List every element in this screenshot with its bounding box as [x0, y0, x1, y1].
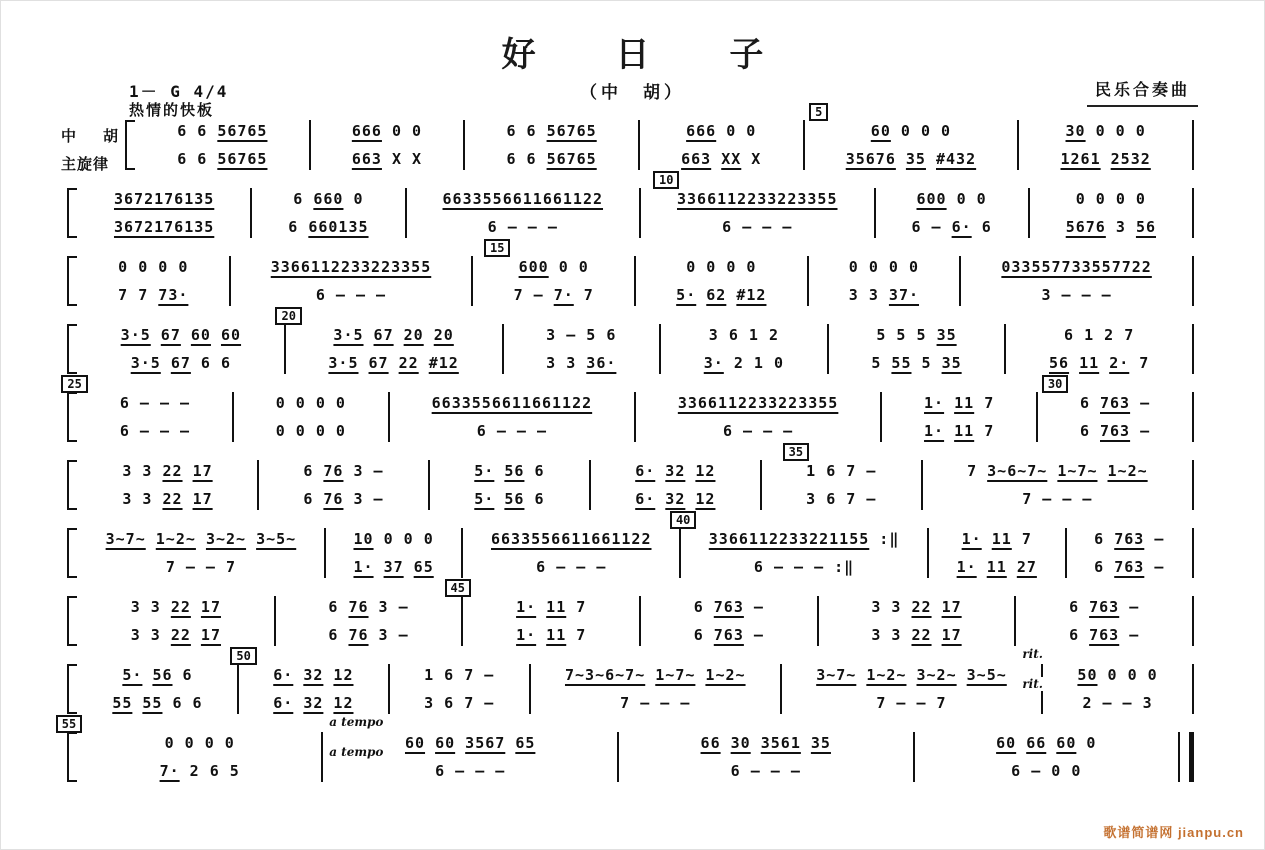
upper-voice-notation: 66 30 3561 35: [700, 734, 831, 752]
lower-voice-notation: 7 — — —: [1022, 490, 1093, 508]
upper-voice-notation: 6633556611661122: [442, 190, 604, 208]
measure-row: [67, 185, 1194, 241]
measure: [390, 661, 529, 717]
lower-voice-notation: 3 3 22 17: [871, 626, 962, 644]
measure-row: [125, 117, 1194, 173]
lower-voice-notation: 3 3 36·: [546, 354, 617, 372]
measure: [1043, 661, 1192, 717]
measure: [1006, 321, 1192, 377]
measure-number-box: 10: [653, 171, 679, 189]
upper-voice-notation: 3~7~ 1~2~ 3~2~ 3~5~: [105, 530, 297, 548]
page-subtitle: （中 胡）: [580, 83, 685, 102]
lower-voice-notation: 3 3 37·: [848, 286, 920, 304]
barline: [1192, 256, 1194, 306]
upper-voice-notation: 3 3 22 17: [122, 462, 213, 480]
upper-voice-notation: 6633556611661122: [431, 394, 593, 412]
upper-voice-notation: 1· 11 7: [961, 530, 1032, 548]
lower-voice-notation: 6 — — —: [476, 422, 548, 440]
measure: [915, 729, 1178, 785]
lower-voice-notation: 6 — — —: [119, 422, 191, 440]
upper-voice-notation: 6 763 —: [1079, 394, 1151, 412]
measure: [681, 525, 927, 581]
measure: [640, 117, 803, 173]
lower-voice-notation: 663 X X: [351, 150, 423, 168]
upper-voice-notation: 6 6 56765: [506, 122, 597, 140]
measure-number-box: 55: [56, 715, 82, 733]
upper-voice-notation: 60 60 3567 65: [404, 734, 536, 752]
measure: [276, 593, 462, 649]
barline: [1192, 596, 1194, 646]
upper-voice-notation: 3366112233223355: [677, 394, 839, 412]
upper-voice-notation: 3366112233223355: [677, 190, 838, 208]
upper-voice-notation: 666 0 0: [686, 122, 757, 140]
upper-voice-notation: 0 0 0 0: [848, 258, 920, 276]
barline: [1192, 324, 1194, 374]
lower-voice-notation: 5 55 5 35: [871, 354, 962, 372]
lower-voice-notation: 6 — 6· 6: [911, 218, 992, 236]
measure: [636, 389, 880, 445]
measure-row: [67, 525, 1194, 581]
lower-voice-notation: 3 6 7 —: [806, 490, 877, 508]
measure: [809, 253, 960, 309]
upper-voice-notation: 1 6 7 —: [806, 462, 877, 480]
key-signature: 1－ G 4/4: [129, 82, 229, 101]
lower-voice-notation: 3 — — —: [1041, 286, 1112, 304]
upper-voice-notation: 60 66 60 0: [996, 734, 1097, 752]
lower-voice-notation: 3 6 7 —: [424, 694, 495, 712]
measure: [259, 457, 428, 513]
tempo-marking: 热情的快板: [129, 102, 215, 119]
measure-number-box: 45: [445, 579, 471, 597]
measure: [311, 117, 464, 173]
measure-row: [67, 253, 1194, 309]
upper-voice-notation: 6· 32 12: [635, 462, 716, 480]
measure: [1067, 525, 1192, 581]
measure-row: [67, 593, 1194, 649]
lower-voice-notation: 5· 62 #12: [676, 286, 767, 304]
lower-voice-notation: 7· 2 6 5: [159, 762, 240, 780]
system-4: [67, 309, 1194, 377]
system-7: [67, 513, 1194, 581]
measure-number-box: 5: [809, 103, 828, 121]
upper-voice-notation: 5· 56 6: [122, 666, 193, 684]
lower-voice-notation: 6 76 3 —: [328, 626, 409, 644]
upper-voice-notation: 3 3 22 17: [130, 598, 221, 616]
measure: [1019, 117, 1192, 173]
upper-voice-notation: 3366112233223355: [270, 258, 432, 276]
measure: [531, 661, 780, 717]
upper-voice-notation: 5 5 5 35: [876, 326, 957, 344]
system-3: [67, 241, 1194, 309]
measure: [819, 593, 1015, 649]
upper-voice-notation: 6· 32 12: [273, 666, 354, 684]
tempo-annotation: a tempo: [326, 715, 386, 729]
upper-voice-notation: 0 0 0 0: [118, 258, 189, 276]
measure: [78, 321, 284, 377]
upper-voice-notation: 50 0 0 0: [1077, 666, 1158, 684]
lower-voice-notation: 663 XX X: [681, 150, 762, 168]
measure: [1030, 185, 1192, 241]
upper-voice-notation: 6 76 3 —: [303, 462, 384, 480]
upper-voice-notation: 10 0 0 0: [353, 530, 434, 548]
measure-row: [67, 729, 1194, 785]
lower-voice-notation: 3 3 22 17: [122, 490, 213, 508]
barline: [1178, 732, 1194, 782]
upper-voice-notation: 0 0 0 0: [686, 258, 757, 276]
measure: [762, 457, 921, 513]
measure: [961, 253, 1192, 309]
measure: [619, 729, 913, 785]
measure: [636, 253, 807, 309]
lower-voice-notation: 35676 35 #432: [845, 150, 977, 168]
tempo-annotation: rit.: [1019, 647, 1046, 661]
measure-number-box: 20: [275, 307, 301, 325]
lower-voice-notation: 6 6 56765: [177, 150, 268, 168]
measure: [473, 253, 634, 309]
upper-voice-notation: 6 763 —: [693, 598, 764, 616]
measure: [78, 729, 321, 785]
measure: [465, 117, 638, 173]
measure: [504, 321, 660, 377]
measure: [78, 457, 257, 513]
upper-voice-notation: 60 0 0 0: [870, 122, 952, 140]
upper-voice-notation: 033557733557722: [1001, 258, 1152, 276]
measure: [78, 389, 232, 445]
system-6: [67, 445, 1194, 513]
lower-voice-notation: 1· 37 65: [353, 558, 434, 576]
upper-voice-notation: 6 763 —: [1069, 598, 1140, 616]
measure: [876, 185, 1028, 241]
part-label-main-melody: 主旋律: [61, 156, 110, 173]
barline: [1192, 188, 1194, 238]
measure-row: [67, 457, 1194, 513]
upper-voice-notation: 30 0 0 0: [1065, 122, 1146, 140]
measure-number-box: 50: [230, 647, 256, 665]
barline: [1192, 460, 1194, 510]
lower-voice-notation: 7 7 73·: [118, 286, 189, 304]
barline: [1192, 392, 1194, 442]
system-5: [67, 377, 1194, 445]
measure: [463, 593, 639, 649]
system-9: [67, 647, 1194, 717]
upper-voice-notation: 6633556611661122: [491, 530, 652, 548]
upper-voice-notation: 1 6 7 —: [424, 666, 495, 684]
measure: [1038, 389, 1192, 445]
measure: [829, 321, 1005, 377]
measure: [929, 525, 1065, 581]
measure: [78, 253, 229, 309]
upper-voice-notation: 6 6 56765: [177, 122, 268, 140]
lower-voice-notation: 6 660135: [288, 218, 369, 236]
measure: [78, 661, 237, 717]
upper-voice-notation: 7 3~6~7~ 1~7~ 1~2~: [967, 462, 1148, 480]
lower-voice-notation: 55 55 6 6: [112, 694, 203, 712]
measure: [641, 185, 873, 241]
upper-voice-notation: 6 763 —: [1094, 530, 1165, 548]
lower-voice-notation: 56 11 2· 7: [1049, 354, 1150, 372]
measure-row: [67, 389, 1194, 445]
lower-voice-notation: 1· 11 27: [956, 558, 1037, 576]
lower-voice-notation: 6 — — —: [315, 286, 387, 304]
upper-voice-notation: 5· 56 6: [474, 462, 545, 480]
lower-voice-notation: 6 — — —: [722, 218, 793, 236]
measure: [805, 117, 1018, 173]
upper-voice-notation: 6 660 0: [293, 190, 364, 208]
lower-voice-notation: 6· 32 12: [635, 490, 716, 508]
upper-voice-notation: 3 6 1 2: [708, 326, 779, 344]
lower-voice-notation: 1· 11 7: [924, 422, 995, 440]
lower-voice-notation: 1261 2532: [1060, 150, 1151, 168]
measure: [78, 525, 324, 581]
measure: [1016, 593, 1192, 649]
measure: [239, 661, 388, 717]
upper-voice-notation: 600 0 0: [518, 258, 589, 276]
lower-voice-notation: 6 — — — :‖: [753, 558, 855, 576]
measure: [252, 185, 404, 241]
measure: [591, 457, 760, 513]
measure: [136, 117, 309, 173]
system-8: [67, 581, 1194, 649]
page-title: 好 日 子: [501, 35, 798, 75]
lower-voice-notation: 6 763 —: [1094, 558, 1165, 576]
lower-voice-notation: 6 763 —: [693, 626, 764, 644]
measure: [463, 525, 679, 581]
upper-voice-notation: 7~3~6~7~ 1~7~ 1~2~: [564, 666, 746, 684]
measure: [390, 389, 634, 445]
measure: [882, 389, 1036, 445]
lower-voice-notation: 7 — — 7: [876, 694, 947, 712]
measure: [326, 525, 462, 581]
measure: [430, 457, 589, 513]
lower-voice-notation: 6 — 0 0: [1011, 762, 1082, 780]
upper-voice-notation: 666 0 0: [351, 122, 423, 140]
upper-voice-notation: 0 0 0 0: [164, 734, 235, 752]
upper-voice-notation: 6 — — —: [119, 394, 191, 412]
upper-voice-notation: 6 1 2 7: [1064, 326, 1135, 344]
lower-voice-notation: 6 76 3 —: [303, 490, 384, 508]
lower-voice-notation: 6 — — —: [730, 762, 801, 780]
measure-number-box: 25: [61, 375, 87, 393]
upper-voice-notation: 3672176135: [113, 190, 215, 208]
lower-voice-notation: 6· 32 12: [273, 694, 354, 712]
upper-voice-notation: 0 0 0 0: [275, 394, 346, 412]
upper-voice-notation: 1· 11 7: [924, 394, 995, 412]
lower-voice-notation: 7 — 7· 7: [513, 286, 594, 304]
measure: [286, 321, 502, 377]
upper-voice-notation: 3366112233221155 :‖: [708, 530, 900, 548]
lower-voice-notation: 1· 11 7: [516, 626, 587, 644]
measure: [78, 185, 250, 241]
lower-voice-notation: 6 763 —: [1069, 626, 1140, 644]
lower-voice-notation: 3· 2 1 0: [703, 354, 784, 372]
upper-voice-notation: 3·5 67 20 20: [333, 326, 454, 344]
barline: [1192, 664, 1194, 714]
measure-row: [67, 321, 1194, 377]
lower-voice-notation: 5676 3 56: [1065, 218, 1156, 236]
lower-voice-notation: 6 763 —: [1079, 422, 1151, 440]
lower-voice-notation: 7 — — —: [620, 694, 691, 712]
lower-voice-notation: 7 — — 7: [165, 558, 237, 576]
upper-voice-notation: 0 0 0 0: [1075, 190, 1146, 208]
system-10: [61, 715, 1194, 785]
ensemble-credit: 民乐合奏曲: [1087, 77, 1198, 107]
barline: [1192, 120, 1194, 170]
upper-voice-notation: 6 76 3 —: [328, 598, 409, 616]
lower-voice-notation: 3·5 67 22 #12: [328, 354, 459, 372]
measure: [78, 593, 274, 649]
tempo-annotation: rit.: [1019, 677, 1046, 691]
measure: [231, 253, 472, 309]
lower-voice-notation: 6 — — —: [536, 558, 607, 576]
measure: [407, 185, 639, 241]
lower-voice-notation: 3672176135: [113, 218, 215, 236]
upper-voice-notation: 3·5 67 60 60: [120, 326, 242, 344]
lower-voice-notation: 0 0 0 0: [275, 422, 346, 440]
lower-voice-notation: 3·5 67 6 6: [130, 354, 232, 372]
watermark: 歌谱简谱网 jianpu.cn: [1103, 825, 1244, 840]
upper-voice-notation: 3 3 22 17: [871, 598, 962, 616]
measure: [641, 593, 817, 649]
upper-voice-notation: 3~7~ 1~2~ 3~2~ 3~5~: [816, 666, 1007, 684]
measure: [782, 661, 1041, 717]
upper-voice-notation: 1· 11 7: [516, 598, 587, 616]
part-label-zhonghu: 中 胡: [61, 128, 125, 145]
upper-voice-notation: 3 — 5 6: [546, 326, 617, 344]
lower-voice-notation: 6 — — —: [487, 218, 558, 236]
upper-voice-notation: 600 0 0: [916, 190, 987, 208]
system-2: [67, 173, 1194, 241]
measure: [661, 321, 827, 377]
lower-voice-notation: 3 3 22 17: [130, 626, 221, 644]
lower-voice-notation: 5· 56 6: [474, 490, 545, 508]
measure: [234, 389, 388, 445]
barline: [1192, 528, 1194, 578]
tempo-annotation: a tempo: [326, 745, 386, 759]
measure-number-box: 15: [484, 239, 510, 257]
measure: [923, 457, 1192, 513]
lower-voice-notation: 2 — — 3: [1082, 694, 1153, 712]
measure-number-box: 40: [670, 511, 696, 529]
lower-voice-notation: 6 6 56765: [506, 150, 597, 168]
measure-number-box: 30: [1042, 375, 1068, 393]
lower-voice-notation: 6 — — —: [722, 422, 794, 440]
lower-voice-notation: 6 — — —: [435, 762, 506, 780]
measure-number-box: 35: [783, 443, 809, 461]
